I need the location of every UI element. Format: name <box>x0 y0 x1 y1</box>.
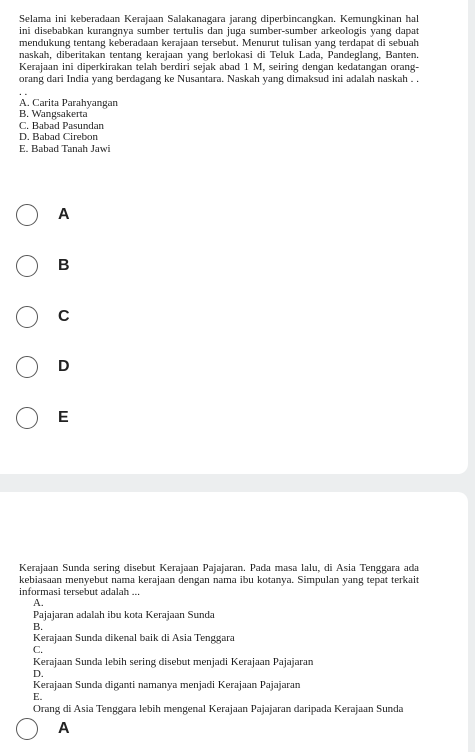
option-text: Orang di Asia Tenggara lebih mengenal Kerajaan Pajajaran daripada Kerajaan Sunda <box>33 702 404 715</box>
question-2-options <box>19 598 419 715</box>
radio-button[interactable] <box>16 718 38 740</box>
radio-button[interactable] <box>16 204 38 226</box>
answer-choice-label: A <box>58 206 70 223</box>
question-card-2 <box>0 492 468 752</box>
question-1-option-a: A. Carita Parahyangan <box>19 96 118 109</box>
answer-choice-label: C <box>58 308 70 325</box>
option-letter: D. <box>33 667 44 680</box>
option-text: Kerajaan Sunda diganti namanya menjadi Kerajaan Pajajaran <box>33 679 301 692</box>
question-1-option-d: D. Babad Cirebon <box>19 131 98 144</box>
answer-choice-label: E <box>58 409 69 426</box>
radio-button[interactable] <box>16 255 38 277</box>
option-text: Kerajaan Sunda dikenal baik di Asia Tenggara <box>33 632 235 645</box>
answer-choice-label: B <box>58 257 70 274</box>
option-text: Pajajaran adalah ibu kota Kerajaan Sunda <box>33 608 215 621</box>
question-2-option-c <box>33 645 419 668</box>
question-1-option-e: E. Babad Tanah Jawi <box>19 143 111 156</box>
answer-choice-d[interactable] <box>16 354 216 380</box>
question-2-option-a <box>33 598 419 621</box>
question-2-option-b <box>33 622 419 645</box>
answer-choice-c[interactable] <box>16 304 216 330</box>
radio-button[interactable] <box>16 407 38 429</box>
answer-choice-e[interactable] <box>16 405 216 431</box>
question-1-option-b: B. Wangsakerta <box>19 108 88 121</box>
option-letter: B. <box>33 620 43 633</box>
answer-choice-b[interactable] <box>16 253 216 279</box>
question-1-text: Selama ini keberadaan Kerajaan Salakanagara jarang diperbincangkan. Kemungkinan hal ini disebabkan kurangnya sumber tertulis dan juga sumber-sumber arkeologis yang dapat mendukung tentang keberadaan kerajaan tersebut. Menurut tulisan yang terdapat di sebuah naskah, diberitakan tentang kerajaan yang berlokasi di Teluk Lada, Pandeglang, Banten. Kerajaan ini diperkirakan telah berdiri sejak abad 1 M, seiring dengan kedatangan orang-orang dari India yang berdagang ke Nusantara. Naskah yang dimaksud ini adalah naskah . . . . <box>19 13 419 98</box>
answer-choice-label: A <box>58 720 70 737</box>
question-1-options <box>19 98 419 156</box>
option-letter: A. <box>33 597 44 610</box>
option-text: Kerajaan Sunda lebih sering disebut menjadi Kerajaan Pajajaran <box>33 655 314 668</box>
answer-choice-a[interactable] <box>16 202 216 228</box>
radio-button[interactable] <box>16 306 38 328</box>
radio-button[interactable] <box>16 356 38 378</box>
question-1-option-c: C. Babad Pasundan <box>19 119 104 132</box>
question-2-option-d <box>33 669 419 692</box>
question-2 <box>19 562 419 715</box>
option-letter: E. <box>33 690 43 703</box>
answer-choice-label: D <box>58 358 70 375</box>
question-1 <box>19 13 419 156</box>
question-2-option-e <box>33 692 419 715</box>
question-2-text: Kerajaan Sunda sering disebut Kerajaan Pajajaran. Pada masa lalu, di Asia Tenggara ada kebiasaan menyebut nama kerajaan dengan nama ibu kotanya. Simpulan yang tepat terkait informasi tersebut adalah ... <box>19 562 419 599</box>
answer-choice-a[interactable] <box>16 716 216 742</box>
option-letter: C. <box>33 644 43 657</box>
